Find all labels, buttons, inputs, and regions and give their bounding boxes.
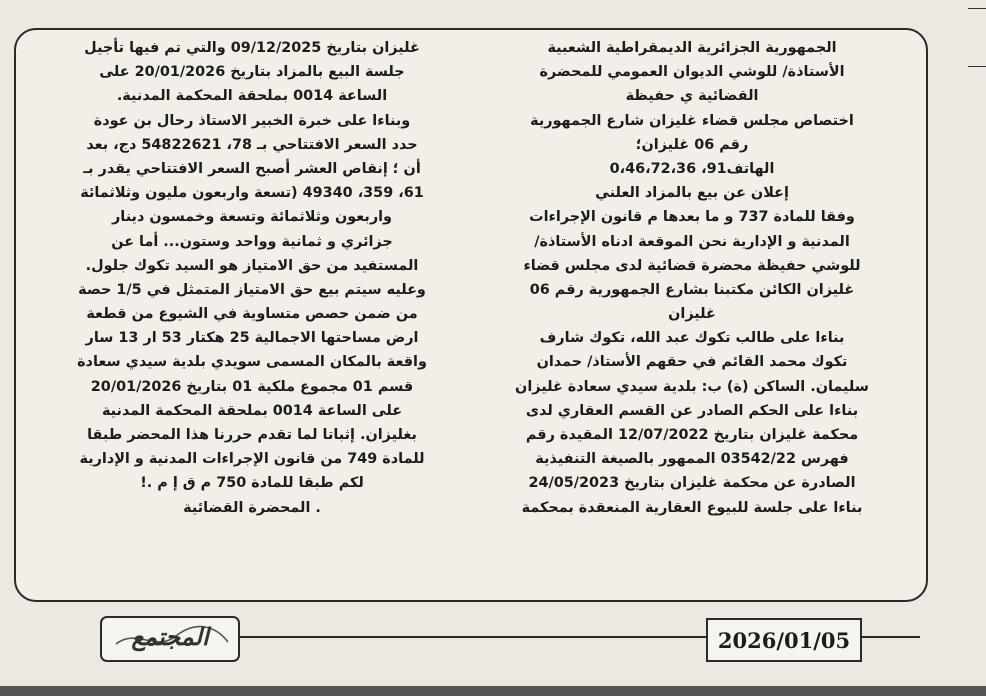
text-line: جزائري و ثمانية وواحد وستون... أما عن	[111, 233, 393, 250]
text-line: المستفيد من حق الامتياز هو السيد تكوك جلول.	[85, 257, 419, 274]
text-line: الساعة 0014 بملحقة المحكمة المدنية.	[116, 88, 388, 105]
text-line: الجمهورية الجزائرية الديمقراطية الشعبية	[547, 40, 837, 56]
notice-right-column	[472, 36, 912, 596]
text-line: أن ؛ إنقاص العشر أصبح السعر الافتتاحي يقدر بـ	[83, 160, 421, 177]
text-line: غليزان بتاريخ 09/12/2025 والتي تم فيها تأجيل	[84, 40, 420, 56]
text-line: الأستاذة/ للوشي الديوان العمومي للمحضرة	[539, 64, 845, 81]
text-line: وفقا للمادة 737 و ما بعدها م قانون الإجراءات	[529, 209, 855, 226]
text-line: جلسة البيع بالمزاد بتاريخ 20/01/2026 على	[99, 64, 405, 81]
text-line: وبناءا على خبرة الخبير الاستاذ رحال بن عودة	[93, 112, 411, 129]
text-line: 61، 359، 49340 (تسعة واربعون مليون وثلاثمائة	[80, 185, 424, 202]
text-line: ارض مساحتها الاجمالية 25 هكتار 53 ار 13 سار	[85, 330, 419, 347]
notice-heading: إعلان عن بيع بالمزاد العلني	[595, 185, 789, 202]
notice-frame	[14, 28, 928, 602]
text-line: تكوك محمد القائم في حقهم الأستاذ/ حمدان	[536, 354, 848, 371]
newspaper-logo	[100, 616, 240, 662]
text-line: محكمة غليزان بتاريخ 12/07/2022 المقيدة رقم	[525, 427, 859, 443]
edge-rule	[968, 66, 986, 67]
edge-rule	[968, 8, 986, 9]
text-line: للمادة 749 من قانون الإجراءات المدنية و الإدارية	[79, 451, 425, 468]
signature-line: . المحضرة القضائية	[183, 499, 321, 516]
text-line: غليزان الكائن مكتبنا بشارع الجمهورية رقم 06	[529, 281, 855, 298]
issue-date: 2026/01/05	[706, 618, 862, 662]
text-line: قسم 01 مجموع ملكية 01 بتاريخ 20/01/2026	[90, 378, 414, 395]
text-line: حدد السعر الافتتاحي بـ 78، 54822621 دج، بعد	[86, 136, 418, 153]
text-line: بناءا على جلسة للبيوع العقارية المنعقدة بمحكمة	[521, 499, 863, 516]
text-line: على الساعة 0014 بملحقة المحكمة المدنية	[101, 402, 403, 419]
text-line: الصادرة عن محكمة غليزان بتاريخ 24/05/2023	[528, 475, 856, 492]
text-line: بناءا على الحكم الصادر عن القسم العقاري لدى	[525, 402, 859, 419]
text-line: رقم 06 غليزان؛	[635, 136, 749, 153]
text-line: فهرس 03542/22 الممهور بالصيغة التنفيذية	[535, 451, 849, 468]
text-line: غليزان	[668, 306, 716, 323]
text-line: من ضمن حصص متساوية في الشيوع من قطعة	[86, 306, 418, 323]
bottom-strip	[0, 686, 986, 696]
text-line: للوشي حفيظة محضرة قضائية لدى مجلس قضاء	[523, 257, 861, 274]
text-line: بناءا على طالب تكوك عبد الله، تكوك شارف	[539, 330, 845, 347]
phone-line: الهاتف91، 0،46،72،36	[609, 160, 775, 177]
logo-text: المجتمع	[131, 622, 209, 651]
text-line: سليمان. الساكن (ة) ب: بلدية سيدي سعادة غليزان	[515, 378, 869, 395]
text-line: لكم طبقا للمادة 750 م ق إ م .!	[140, 475, 364, 492]
text-line: بغليزان. إثباتا لما تقدم حررنا هذا المحضر طبقا	[87, 427, 417, 443]
text-line: وعليه سيتم بيع حق الامتياز المتمثل في 1/5 حصة	[78, 281, 426, 298]
text-line: المدنية و الإدارية نحن الموقعة ادناه الأستاذة/	[534, 233, 850, 250]
text-line: واقعة بالمكان المسمى سويدي بلدية سيدي سعادة	[77, 354, 427, 371]
text-line: واربعون وثلاثمائة وتسعة وخمسون دينار	[112, 209, 392, 226]
text-line: القضائية ي حفيظة	[625, 88, 759, 105]
text-line: اختصاص مجلس قضاء غليزان شارع الجمهورية	[530, 112, 854, 129]
notice-left-column	[34, 36, 470, 596]
